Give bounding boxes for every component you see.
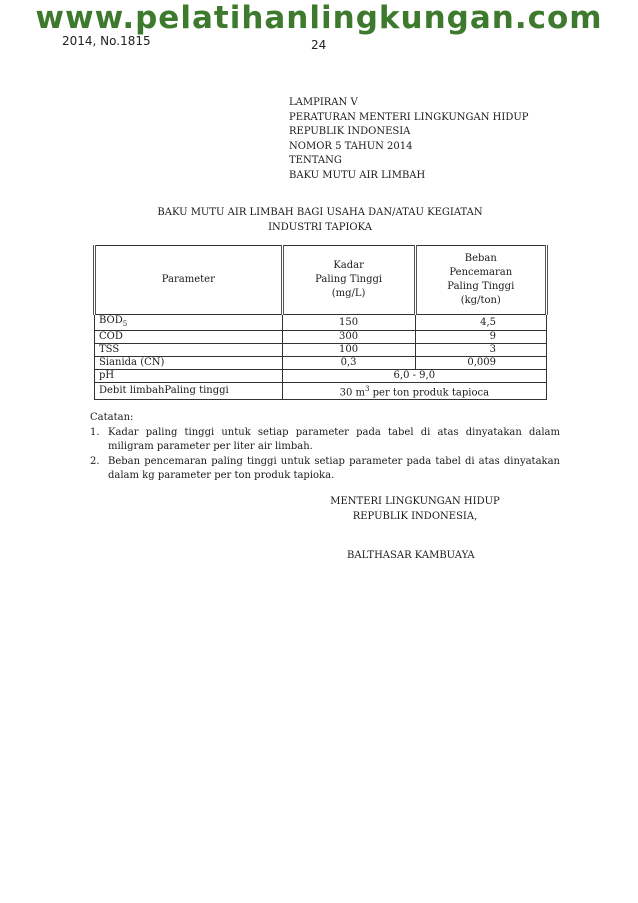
- notes-section: [90, 411, 560, 484]
- row-parameter: Sianida (CN): [95, 357, 283, 370]
- header-kadar-line: (mg/L): [331, 288, 366, 299]
- issue-number: 2014, No.1815: [62, 34, 151, 48]
- attachment-header: [289, 96, 529, 183]
- note-text: Beban pencemaran paling tinggi untuk setiap parameter pada tabel di atas dinyatakan dalam kg parameter per ton produk tapioka.: [108, 455, 560, 481]
- note-item: [90, 455, 560, 484]
- header-beban-line: Beban: [464, 253, 497, 264]
- row-parameter: Debit limbahPaling tinggi: [95, 383, 283, 400]
- header-beban: [415, 246, 546, 315]
- title-line: BAKU MUTU AIR LIMBAH BAGI USAHA DAN/ATAU KEGIATAN: [157, 207, 483, 218]
- header-parameter: Parameter: [95, 246, 283, 315]
- page-number: 24: [311, 38, 327, 52]
- signer-name: BALTHASAR KAMBUAYA: [347, 550, 475, 561]
- attachment-line: PERATURAN MENTERI LINGKUNGAN HIDUP: [289, 111, 529, 123]
- note-text: Kadar paling tinggi untuk setiap parameter pada tabel di atas dinyatakan dalam miligram parameter per liter air limbah.: [108, 426, 560, 452]
- header-beban-line: Pencemaran: [449, 267, 513, 278]
- header-kadar-line: Kadar: [333, 260, 364, 271]
- note-number: 1.: [90, 426, 100, 438]
- row-kadar: 100: [282, 344, 415, 357]
- row-parameter: TSS: [95, 344, 283, 357]
- signature-title: MENTERI LINGKUNGAN HIDUP: [330, 496, 500, 507]
- attachment-line: REPUBLIK INDONESIA: [289, 126, 411, 137]
- table-row: [95, 331, 547, 344]
- table-row-ph: [95, 370, 547, 383]
- row-beban: 9: [415, 331, 546, 344]
- row-kadar: 0,3: [282, 357, 415, 370]
- ph-range: 6,0 - 9,0: [282, 370, 546, 383]
- row-parameter: pH: [95, 370, 283, 383]
- watermark-url: www.pelatihanlingkungan.com: [35, 0, 603, 36]
- notes-heading: Catatan:: [90, 412, 134, 423]
- row-parameter: $BOD_5$: [95, 315, 283, 331]
- attachment-line: TENTANG: [289, 155, 342, 166]
- signature-title: REPUBLIK INDONESIA,: [352, 510, 478, 522]
- row-beban: 3: [415, 344, 546, 357]
- table-row: [95, 315, 547, 331]
- header-kadar: [282, 246, 415, 315]
- header-beban-line: Paling Tinggi: [447, 281, 515, 292]
- document-title: [100, 206, 540, 235]
- row-parameter: COD: [95, 331, 283, 344]
- table-row: [95, 344, 547, 357]
- title-line: INDUSTRI TAPIOKA: [268, 221, 372, 233]
- note-item: [90, 426, 560, 455]
- debit-value: 30 $m^3$ per ton produk tapioca: [282, 383, 546, 400]
- header-beban-line: (kg/ton): [460, 295, 501, 306]
- table-row: [95, 357, 547, 370]
- row-kadar: 150: [282, 315, 415, 331]
- attachment-line: NOMOR 5 TAHUN 2014: [289, 140, 413, 152]
- attachment-line: BAKU MUTU AIR LIMBAH: [289, 169, 426, 181]
- signature-block: [310, 495, 520, 524]
- quality-standard-table: [93, 245, 548, 400]
- header-kadar-line: Paling Tinggi: [315, 274, 383, 285]
- note-number: 2.: [90, 455, 100, 467]
- table-header-row: [95, 246, 547, 315]
- attachment-line: LAMPIRAN V: [289, 97, 358, 108]
- table-row-debit: [95, 383, 547, 400]
- row-kadar: 300: [282, 331, 415, 344]
- row-beban: 4,5: [415, 315, 546, 331]
- row-beban: 0,009: [415, 357, 546, 370]
